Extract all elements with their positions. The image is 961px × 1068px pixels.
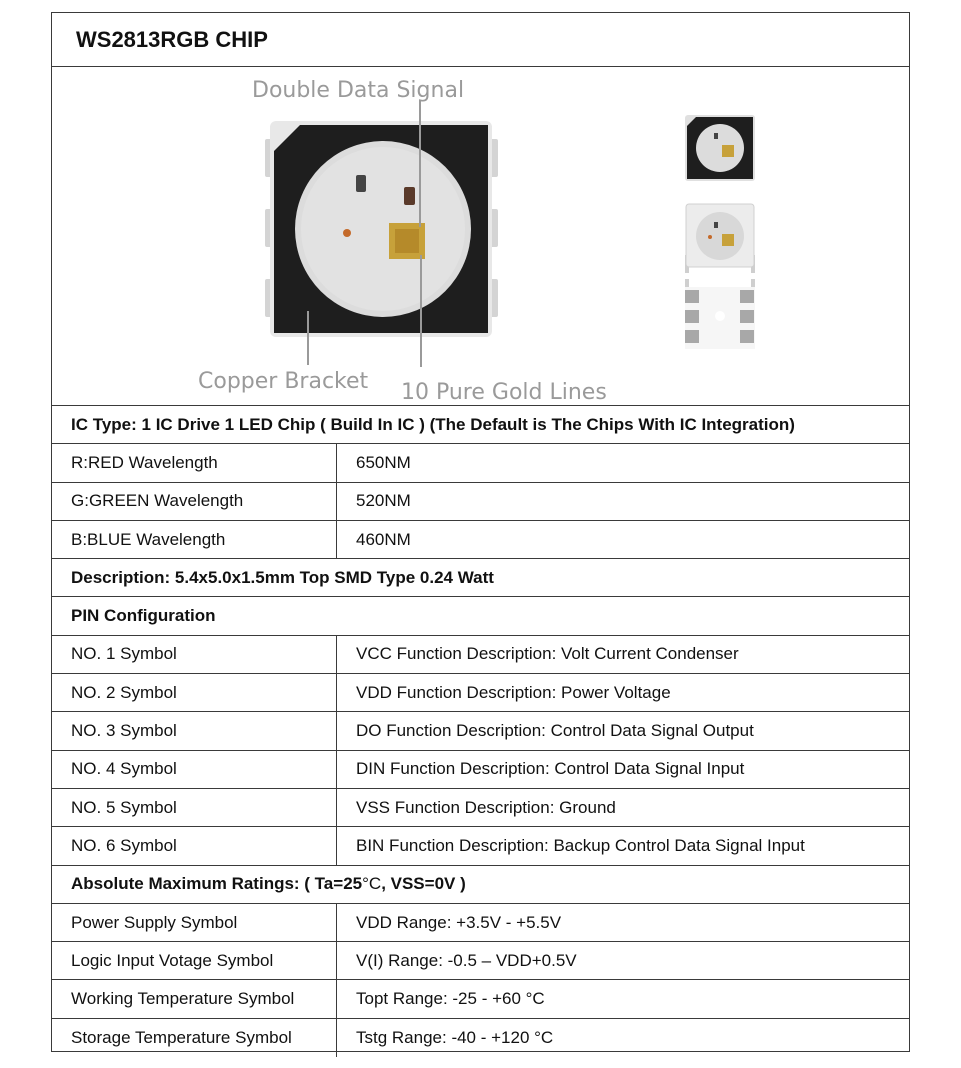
pin-function: DIN Function Description: Control Data Signal Input xyxy=(356,759,745,779)
pin-row-4 xyxy=(52,751,909,789)
wavelength-row-red xyxy=(52,444,909,482)
rating-label: Logic Input Votage Symbol xyxy=(52,942,337,979)
rating-row-power xyxy=(52,904,909,942)
pin-function: BIN Function Description: Backup Control Data Signal Input xyxy=(356,835,805,855)
wavelength-label: R:RED Wavelength xyxy=(52,444,337,481)
pin-function: DO Function Description: Control Data Signal Output xyxy=(356,721,754,741)
pin-function: VDD Function Description: Power Voltage xyxy=(356,682,671,702)
ratings-heading-suffix: , VSS=0V ) xyxy=(381,874,466,894)
rating-row-storage-temp xyxy=(52,1019,909,1057)
rating-value: Topt Range: -25 - +60 °C xyxy=(356,989,545,1009)
chip-diagram xyxy=(52,67,909,406)
sheet-title: WS2813RGB CHIP xyxy=(52,13,909,67)
pin-row-6 xyxy=(52,827,909,865)
pin-symbol: NO. 2 Symbol xyxy=(52,674,337,711)
pin-symbol: NO. 1 Symbol xyxy=(52,636,337,673)
pin-symbol: NO. 5 Symbol xyxy=(52,789,337,826)
pin-row-5 xyxy=(52,789,909,827)
wavelength-value: 460NM xyxy=(356,529,411,549)
rating-label: Power Supply Symbol xyxy=(52,904,337,941)
ratings-heading-unit: °C xyxy=(362,874,382,894)
chip-component-2 xyxy=(404,187,415,205)
ic-type-row: IC Type: 1 IC Drive 1 LED Chip ( Build In IC ) (The Default is The Chips With IC Integration) xyxy=(52,406,909,444)
rating-label: Storage Temperature Symbol xyxy=(52,1019,337,1057)
wavelength-row-blue xyxy=(52,521,909,559)
wavelength-value: 650NM xyxy=(356,452,411,472)
rating-value: V(I) Range: -0.5 – VDD+0.5V xyxy=(356,950,577,970)
rating-value: VDD Range: +3.5V - +5.5V xyxy=(356,912,562,932)
chip-illustration xyxy=(52,67,909,406)
wavelength-label: B:BLUE Wavelength xyxy=(52,521,337,558)
pin-function: VSS Function Description: Ground xyxy=(356,797,616,817)
label-gold-lines: 10 Pure Gold Lines xyxy=(401,380,607,405)
wavelength-row-green xyxy=(52,483,909,521)
pin-row-3 xyxy=(52,712,909,750)
pin-symbol: NO. 4 Symbol xyxy=(52,751,337,788)
label-double-data-signal: Double Data Signal xyxy=(252,78,465,103)
description-row: Description: 5.4x5.0x1.5mm Top SMD Type 0.24 Watt xyxy=(52,559,909,597)
chip-component-1 xyxy=(356,175,366,192)
label-copper-bracket: Copper Bracket xyxy=(198,369,369,394)
spec-sheet xyxy=(51,12,910,1052)
rating-row-working-temp xyxy=(52,980,909,1018)
wavelength-value: 520NM xyxy=(356,491,411,511)
pin-function: VCC Function Description: Volt Current Condenser xyxy=(356,644,739,664)
rating-value: Tstg Range: -40 - +120 °C xyxy=(356,1027,554,1047)
ratings-heading xyxy=(52,866,909,904)
wavelength-label: G:GREEN Wavelength xyxy=(52,483,337,520)
ratings-heading-prefix: Absolute Maximum Ratings: ( Ta=25 xyxy=(71,874,363,894)
pin-row-1 xyxy=(52,636,909,674)
pin-symbol: NO. 6 Symbol xyxy=(52,827,337,864)
rating-row-logic xyxy=(52,942,909,980)
pin-config-heading: PIN Configuration xyxy=(52,597,909,635)
pin-symbol: NO. 3 Symbol xyxy=(52,712,337,749)
chip-red-led xyxy=(343,229,351,237)
rating-label: Working Temperature Symbol xyxy=(52,980,337,1017)
pin-row-2 xyxy=(52,674,909,712)
